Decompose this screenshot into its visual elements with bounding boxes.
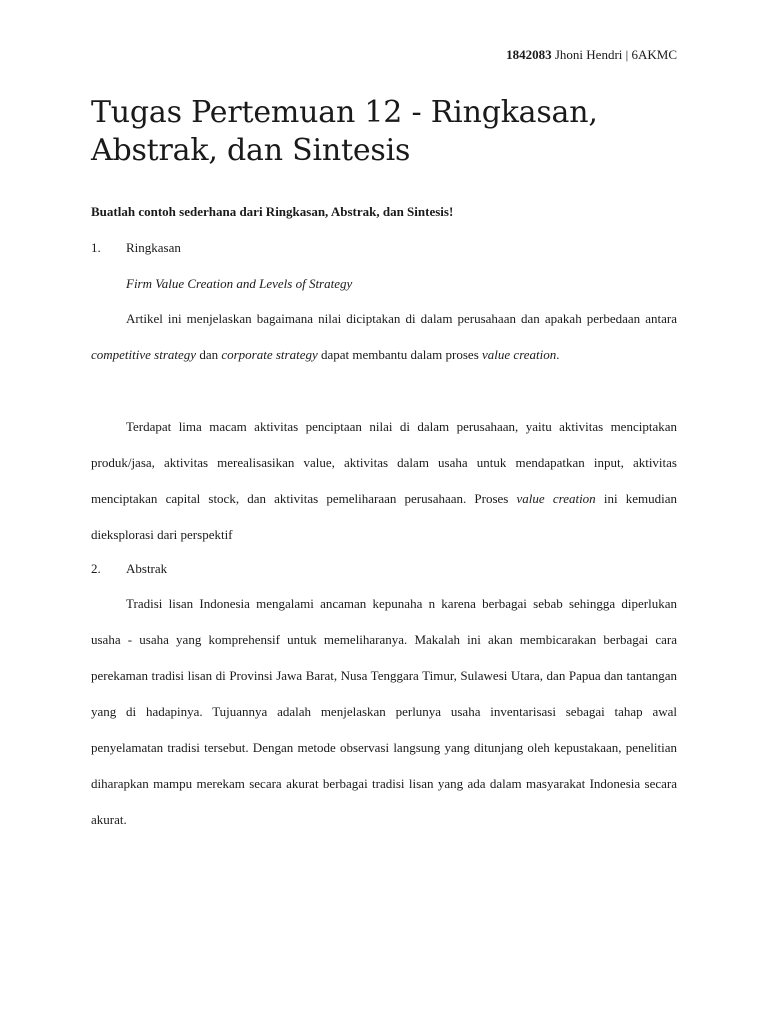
section-1-heading (91, 240, 181, 256)
instruction-text: Buatlah contoh sederhana dari Ringkasan, Abstrak, dan Sintesis! (91, 204, 454, 219)
page-header (506, 47, 677, 63)
document-title: Tugas Pertemuan 12 - Ringkasan, Abstrak, dan Sintesis (91, 95, 598, 168)
section-2-number: 2. (91, 561, 101, 576)
text-run: dapat membantu dalam proses (317, 347, 483, 362)
abstract-paragraph: Tradisi lisan Indonesia mengalami ancaman kepunaha n karena berbagai sebab sehingga diperlukan usaha - usaha yang komprehensif untuk memeliharanya. Makalah ini akan membicarakan berbagai cara perekaman tradisi lisan di Provinsi Jawa Barat, Nusa Tenggara Timur, Sulawesi Utara, dan Papua dan tantangan yang di hadapinya. Tujuannya adalah menjelaskan perlunya usaha inventarisasi sebagai tahap awal penyelamatan tradisi tersebut. Dengan metode observasi langsung yang ditunjang oleh kepustakaan, penelitian diharapkan mampu merekam secara akurat berbagai tradisi lisan yang ada dalam masyarakat Indonesia secara akurat. (91, 596, 677, 827)
section-1-label: Ringkasan (126, 240, 181, 255)
text-run-italic: value creation (482, 347, 557, 362)
summary-paragraph-2 (91, 409, 677, 553)
summary-paragraph-1 (91, 301, 677, 373)
text-run: . (556, 347, 560, 362)
student-id: 1842083 (506, 47, 552, 62)
section-2-heading (91, 561, 167, 577)
text-run-italic: value creation (516, 491, 596, 506)
text-run-italic: competitive strategy (91, 347, 197, 362)
author-name: Jhoni Hendri | 6AKMC (554, 47, 677, 62)
text-run: ini kemudian dieksplorasi dari perspektif (91, 491, 677, 542)
section-2-label: Abstrak (126, 561, 168, 576)
text-run: Artikel ini menjelaskan bagaimana nilai diciptakan di dalam perusahaan dan apakah perbedaan antara (126, 311, 677, 326)
text-run-italic: corporate strategy (221, 347, 318, 362)
text-run: dan (196, 347, 222, 362)
text-run: Terdapat lima macam aktivitas penciptaan nilai di dalam perusahaan, yaitu aktivitas menciptakan produk/jasa, aktivitas merealisasikan value, aktivitas dalam usaha untuk mendapatkan input, aktivitas menciptakan capital stock, dan aktivitas pemeliharaan perusahaan. Proses (91, 419, 677, 506)
summary-subtitle: Firm Value Creation and Levels of Strategy (126, 276, 353, 291)
section-1-number: 1. (91, 240, 101, 255)
